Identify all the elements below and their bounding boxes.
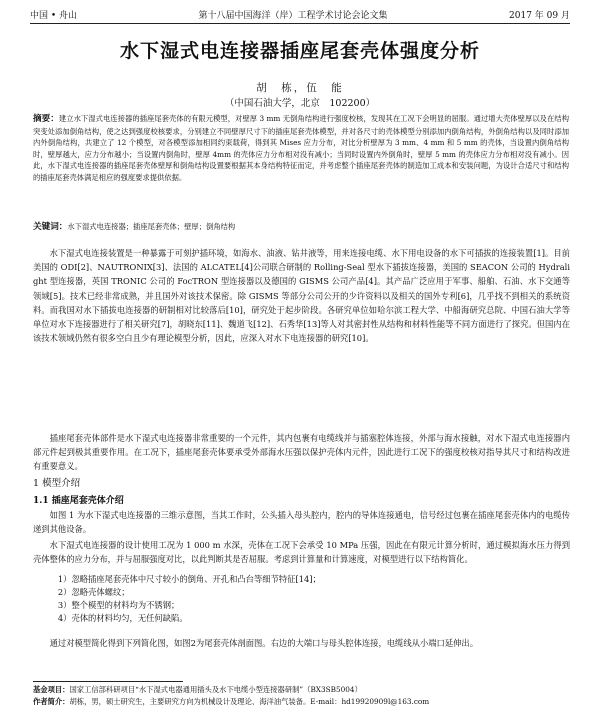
list-item: 4）壳体的材料均匀，无任何缺陷。 xyxy=(57,612,188,623)
keywords-label: 关键词： xyxy=(33,222,68,232)
section-text-2: 水下湿式电连接器的设计使用工况为 1 000 m 水深，壳体在工况下会承受 10 MPa 压强，因此在有限元计算分析时，通过模拟海水压力得到壳体整体的应力分布，并与屈服强度对比，以此判断其是否屈服。考虑到计算量和计算速度，对模型进行以下结构简化。 xyxy=(33,540,570,565)
abstract-label: 摘要： xyxy=(33,114,59,124)
simplification-list xyxy=(33,573,570,625)
list-item: 3）整个模型的材料均为不锈钢； xyxy=(57,599,180,610)
intro-text-2: 插座尾套壳体部件是水下湿式电连接器非常重要的一个元件，其内包裹有电缆线并与插塞腔体连接，外部与海水接触，对水下湿式电连接器内部元件起到极其重要作用。在工况下，插座尾套壳体要承受外部海水压强以保护壳体内元件，因此进行工况下的强度校核对指导其尺寸和结构改进有重要意义。 xyxy=(33,433,570,472)
intro-paragraph-2 xyxy=(33,431,570,474)
list-item: 1）忽略插座尾套壳体中尺寸较小的倒角、开孔和凸台等细节特征[14]； xyxy=(57,574,321,584)
header-location: 中国 • 舟山 xyxy=(30,11,78,21)
paper-title: 水下湿式电连接器插座尾套壳体强度分析 xyxy=(119,40,480,62)
footnote-fund xyxy=(33,684,570,696)
author-label: 作者简介： xyxy=(33,696,70,706)
fund-label: 基金项目： xyxy=(33,685,70,694)
abstract xyxy=(33,113,569,184)
section-paragraph-2 xyxy=(33,538,570,566)
footnote-divider xyxy=(33,681,183,682)
running-header xyxy=(30,8,570,24)
section-text-1: 如图 1 为水下湿式电连接器的三维示意图，当其工作时，公头插入母头腔内，腔内的导体连接通电，信号经过包裹在插座尾套壳体内的电缆传递到其他设备。 xyxy=(33,510,570,535)
section-text-3: 通过对模型简化得到下列简化图，如图2为尾套壳体剖面图。右边的大端口与母头腔体连接，电缆线从小端口延伸出。 xyxy=(49,638,479,648)
intro-paragraph-1 xyxy=(33,246,570,345)
footnote-author xyxy=(33,696,570,708)
author-text: 胡栋，男，硕士研究生，主要研究方向为机械设计及理论、海洋油气装备。E-mail：hd19920909l@163.com xyxy=(69,696,430,706)
intro-text-1: 水下湿式电连接装置是一种暴露于可刻护插环境，如海水、油液、钻井液等，用来连接电缆、水下用电设备的水下可插拔的连接装置[1]。目前美国的 ODI[2]、NAUTRONIX[3]、法国的 ALCATEL[4]公司联合研制的 Rolling-Seal 型水下插拔连接器，美国的 SEACON 公司的 Hydralight 型连接器，英国 TRONIC 公司的 FocTRON 型连接器以及德国的 GISMS 公司产品[4]。其产品广泛应用于军事、船舶、石油、水下交通等领域[5]。技术已经非常成熟，并且国外对该技术保密。除 GISMS 等部分公司公开的少许资料以及相关的国外专利[6]，几乎找不到相关的系统资料。而我国对水下插拔电连接器的研制相对比较落后[10]，研究处于起步阶段。各研究单位如哈尔滨工程大学、中船海研究总院、中国石油大学等单位对水下连接器进行了相关研究[7]，胡晓东[11]、魏道飞[12]、石秀华[13]等人对其密封性从结构和材料性能等不同方面进行了探究。但国内在该技术领域仍然有很多空白且少有理论模型分析，因此，应深入对水下电连接器的研究[10]。 xyxy=(33,248,570,344)
header-date: 2017 年 09 月 xyxy=(509,11,570,21)
subsection-heading: 1.1 插座尾套壳体介绍 xyxy=(33,496,124,506)
keywords-text: 水下湿式电连接器；插座尾套壳体；壁厚；倒角结构 xyxy=(67,222,236,231)
section-paragraph-3 xyxy=(33,637,570,651)
section-heading: 1 模型介绍 xyxy=(33,478,81,489)
abstract-text: 建立水下湿式电连接器的插座尾套壳体的有限元模型，对壁厚 3 mm 无倒角结构进行强度校核，发现其在工况下会明显的屈服。通过增大壳体壁厚以及在结构突变处添加倒角结构，使之达到强度校核要求，分别建立不同壁厚尺寸下的插座尾套壳体模型，并对各尺寸的壳体模型分别添加内倒角结构，外倒角结构以及同时添加内外倒角结构，共建立了 12 个模型，对各模型添加相同约束载荷，得到其 Mises 应力分布，对比分析壁厚为 3 mm、4 mm 和 5 mm 的壳体，当设置内倒角结构时，壁厚越大，应力分布越小；当设置内倒角时，壁厚 4mm 的壳体应力分布相对没有减小；当同时设置内外倒角时，壁厚 5 mm 的壳体应力分布相对没有减小。因此，水下湿式电连接器的插座尾套壳体壁厚和倒角结构设置要根据其本身结构特征而定，并考虑整个插座尾套壳体的制造加工成本和安装问题，为设计合适尺寸和结构的插座尾套壳体满足相应的强度要求提供依据。 xyxy=(33,114,569,182)
header-proceedings: 第十八届中国海洋（岸）工程学术讨论会论文集 xyxy=(198,11,388,21)
section-paragraph-1 xyxy=(33,508,570,536)
fund-text: 国家工信部科研项目“水下湿式电器通用插头及水下电缆小型连接器研制”（BX3SB5004） xyxy=(69,685,362,694)
keywords xyxy=(33,221,569,233)
paper-affiliation: （中国石油大学，北京 102200） xyxy=(224,98,376,109)
list-item: 2）忽略壳体螺纹； xyxy=(57,586,130,597)
footnote xyxy=(33,684,570,707)
paper-authors: 胡 栋，伍 能 xyxy=(256,82,344,94)
